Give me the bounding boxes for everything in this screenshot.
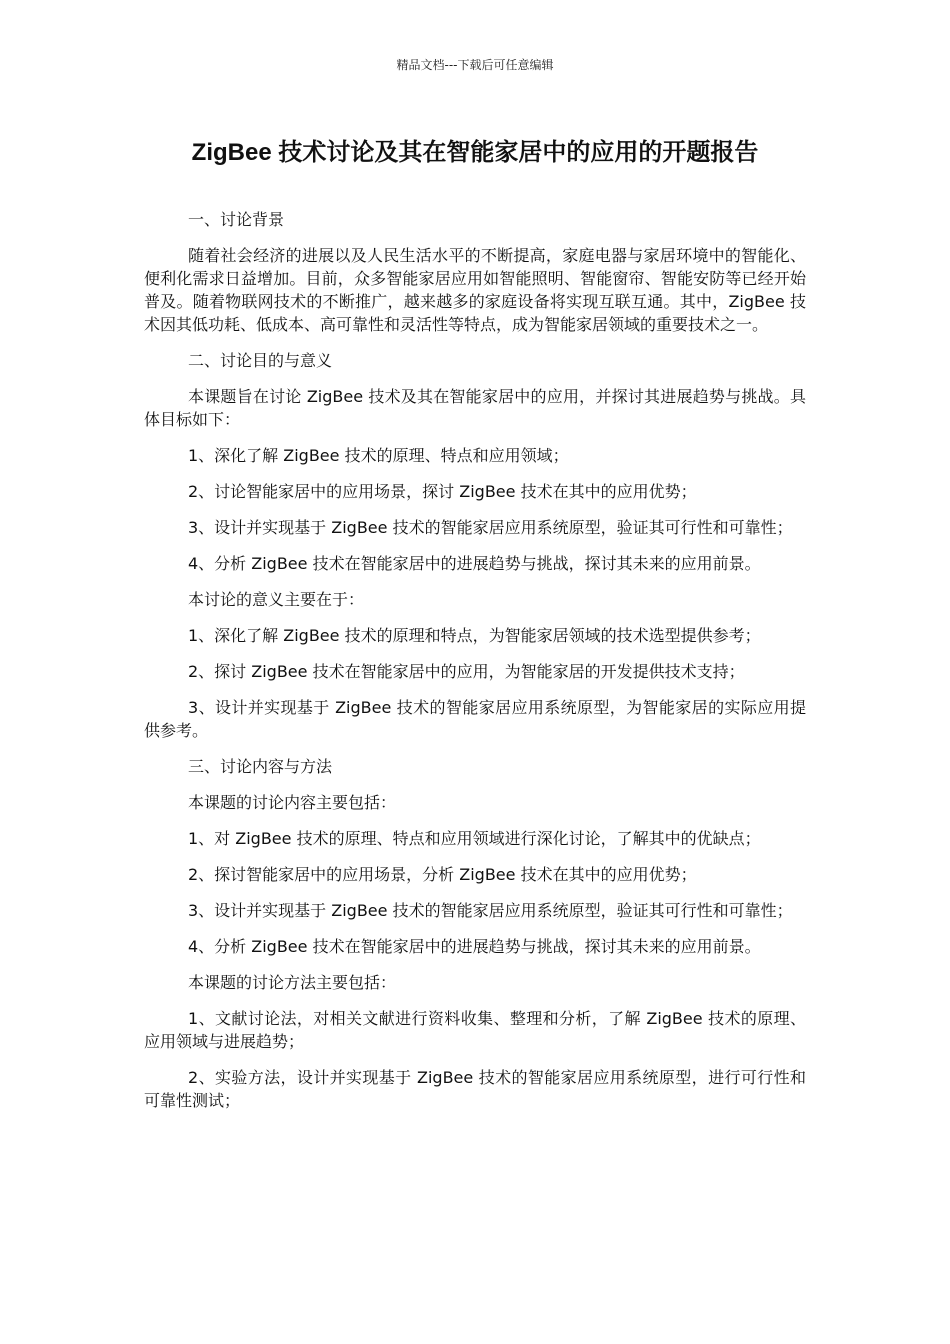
significance-intro-paragraph: 本讨论的意义主要在于： bbox=[188, 590, 365, 609]
goal-item-2: 2、讨论智能家居中的应用场景，探讨 ZigBee 技术在其中的应用优势； bbox=[188, 482, 697, 501]
method-item-2: 2、实验方法，设计并实现基于 ZigBee 技术的智能家居应用系统原型，进行可行性和可靠性测试； bbox=[144, 1068, 806, 1110]
content-item-3: 3、设计并实现基于 ZigBee 技术的智能家居应用系统原型，验证其可行性和可靠性； bbox=[188, 901, 793, 920]
content-item-2: 2、探讨智能家居中的应用场景，分析 ZigBee 技术在其中的应用优势； bbox=[188, 865, 697, 884]
methods-intro-paragraph: 本课题的讨论方法主要包括： bbox=[188, 973, 397, 992]
significance-item-2: 2、探讨 ZigBee 技术在智能家居中的应用，为智能家居的开发提供技术支持； bbox=[188, 662, 745, 681]
background-paragraph: 随着社会经济的进展以及人民生活水平的不断提高，家庭电器与家居环境中的智能化、便利化需求日益增加。目前，众多智能家居应用如智能照明、智能窗帘、智能安防等已经开始普及。随着物联网技术的不断推广，越来越多的家庭设备将实现互联互通。其中，ZigBee 技术因其低功耗、低成本、高可靠性和灵活性等特点，成为智能家居领域的重要技术之一。 bbox=[144, 246, 806, 334]
goal-item-4: 4、分析 ZigBee 技术在智能家居中的进展趋势与挑战，探讨其未来的应用前景。 bbox=[188, 554, 761, 573]
content-intro-paragraph: 本课题的讨论内容主要包括： bbox=[188, 793, 397, 812]
method-item-1: 1、文献讨论法，对相关文献进行资料收集、整理和分析，了解 ZigBee 技术的原理、应用领域与进展趋势； bbox=[144, 1009, 806, 1051]
header-note: 精品文档---下载后可任意编辑 bbox=[396, 58, 554, 72]
document-body bbox=[144, 208, 806, 1125]
purpose-intro-paragraph: 本课题旨在讨论 ZigBee 技术及其在智能家居中的应用，并探讨其进展趋势与挑战。具体目标如下： bbox=[144, 387, 806, 429]
goal-item-1: 1、深化了解 ZigBee 技术的原理、特点和应用领域； bbox=[188, 446, 569, 465]
section-heading-background: 一、讨论背景 bbox=[188, 210, 285, 229]
significance-item-1: 1、深化了解 ZigBee 技术的原理和特点，为智能家居领域的技术选型提供参考； bbox=[188, 626, 761, 645]
goal-item-3: 3、设计并实现基于 ZigBee 技术的智能家居应用系统原型，验证其可行性和可靠性； bbox=[188, 518, 793, 537]
significance-item-3: 3、设计并实现基于 ZigBee 技术的智能家居应用系统原型，为智能家居的实际应用提供参考。 bbox=[144, 698, 806, 740]
document-title: ZigBee 技术讨论及其在智能家居中的应用的开题报告 bbox=[191, 139, 759, 166]
content-item-4: 4、分析 ZigBee 技术在智能家居中的进展趋势与挑战，探讨其未来的应用前景。 bbox=[188, 937, 761, 956]
section-heading-content-methods: 三、讨论内容与方法 bbox=[188, 757, 333, 776]
section-heading-purpose: 二、讨论目的与意义 bbox=[188, 351, 333, 370]
content-item-1: 1、对 ZigBee 技术的原理、特点和应用领域进行深化讨论，了解其中的优缺点； bbox=[188, 829, 761, 848]
